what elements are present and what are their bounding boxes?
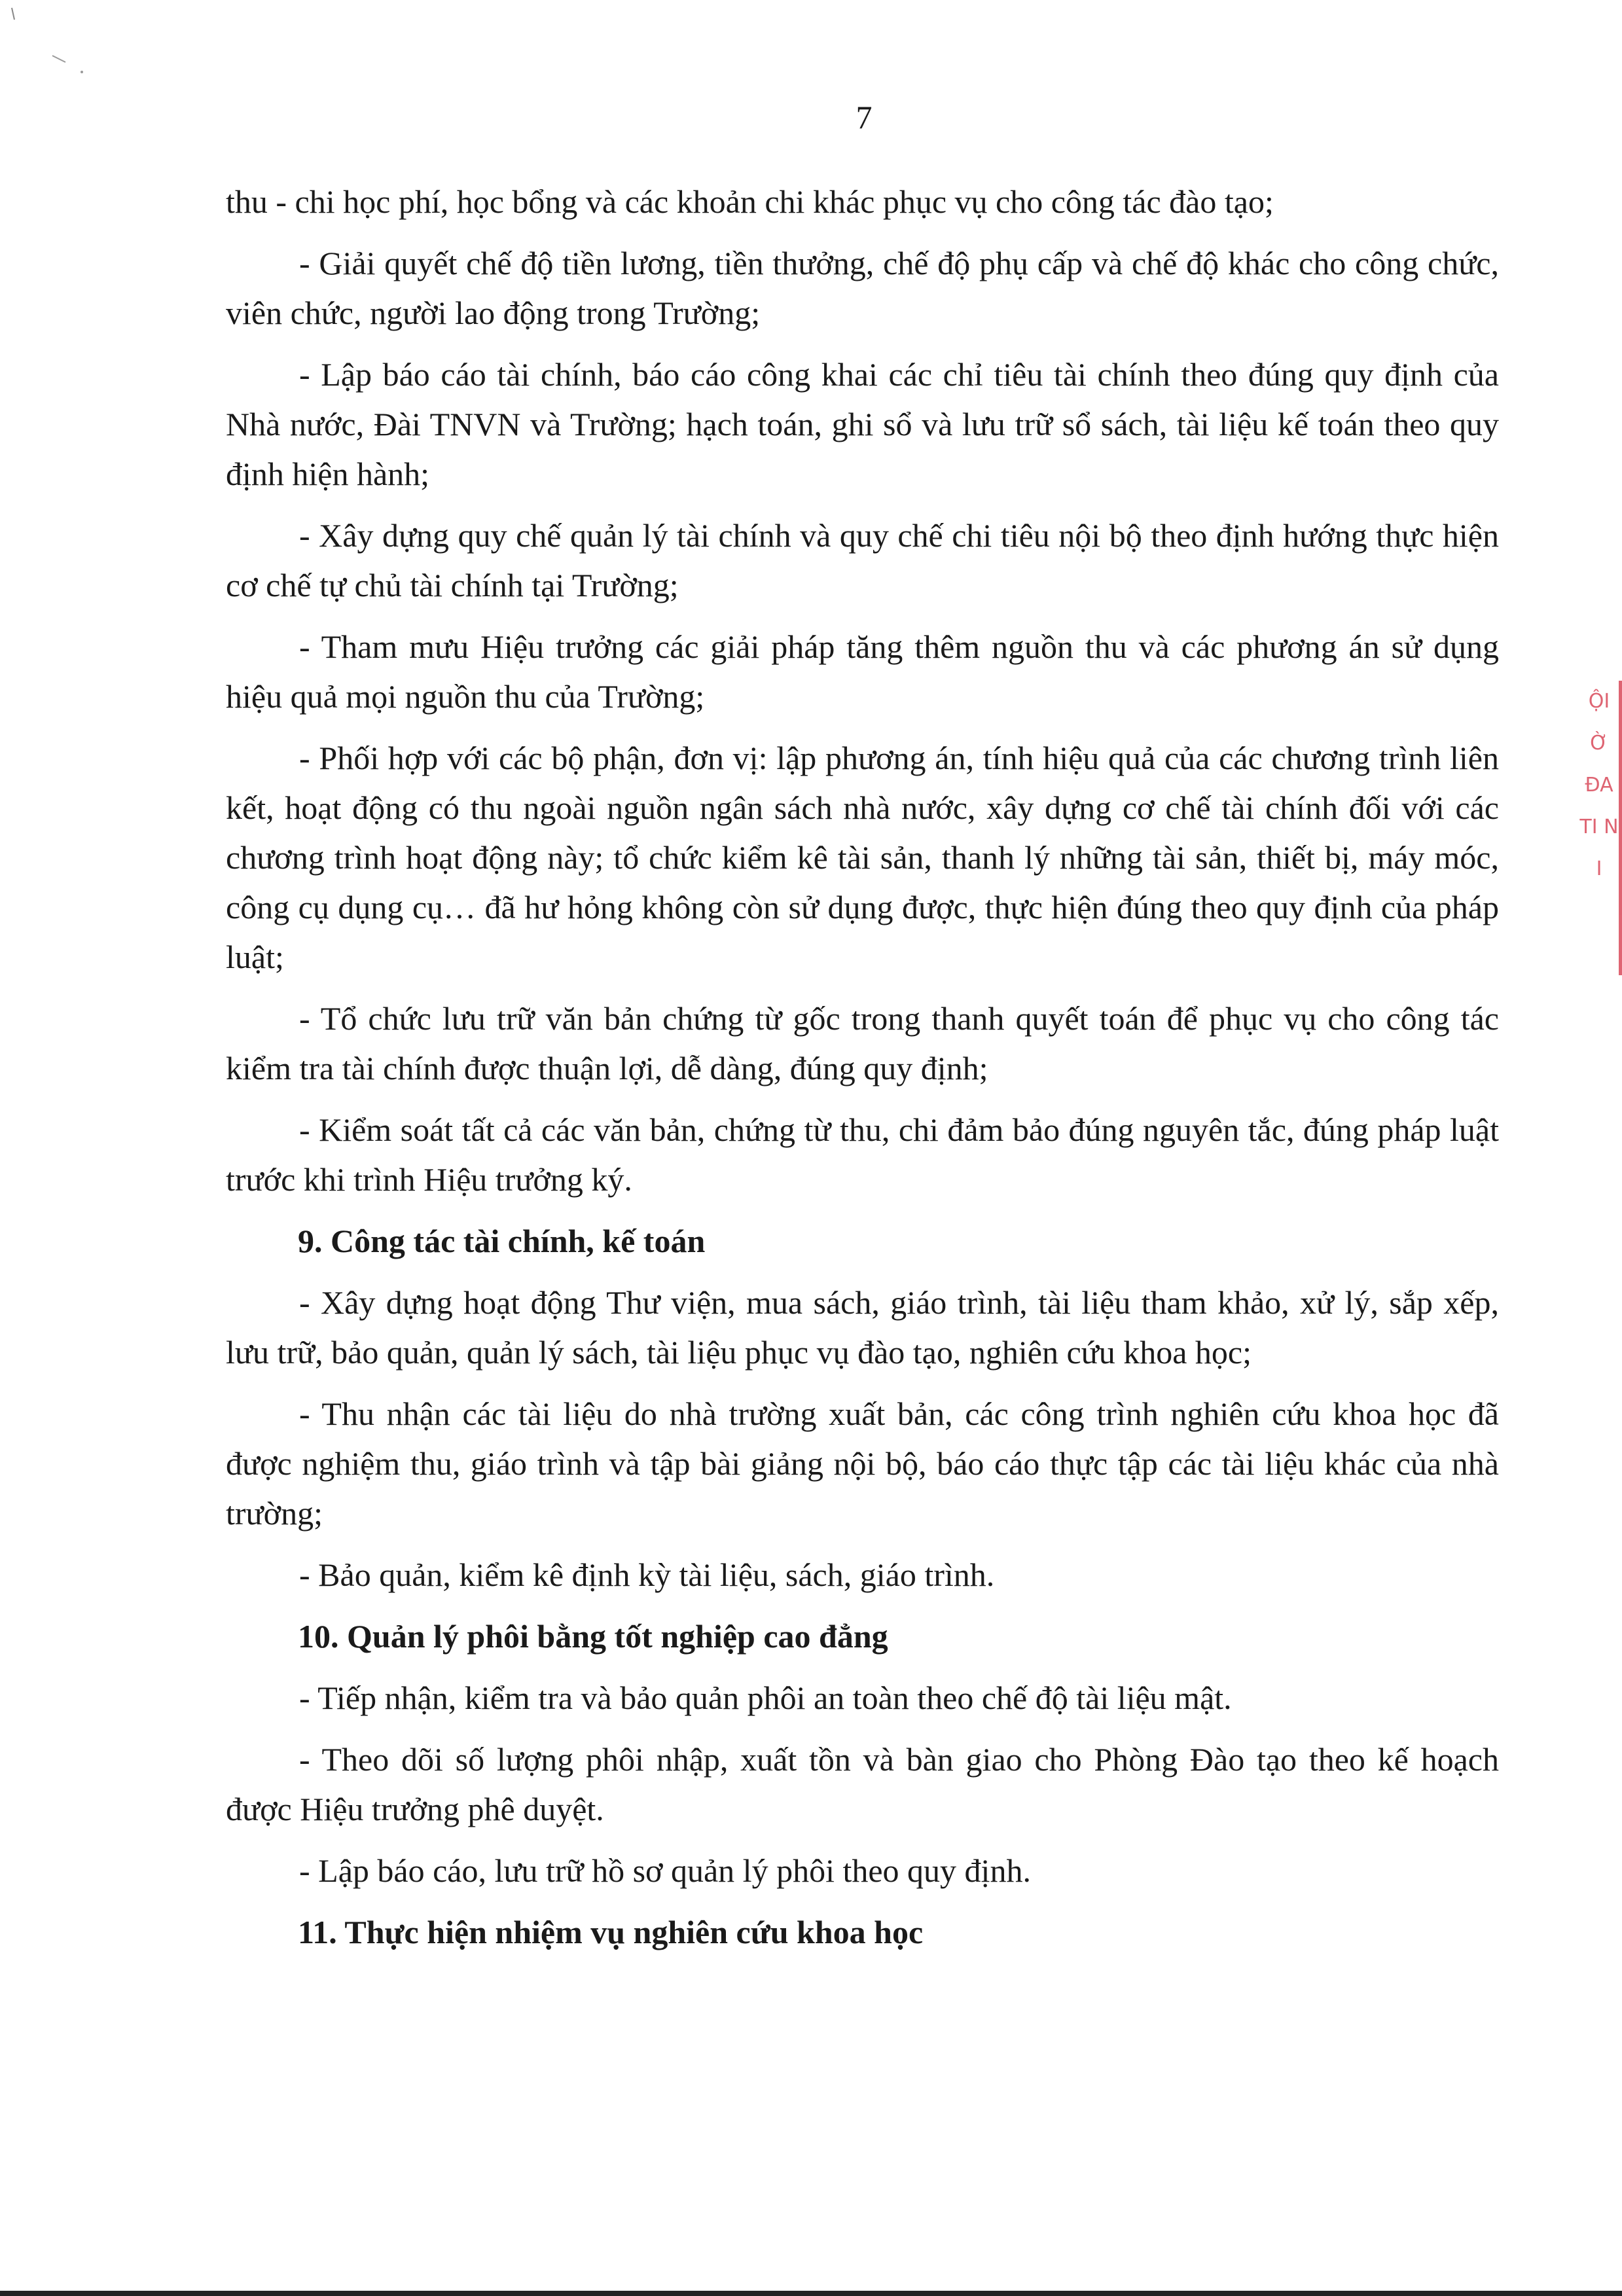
bullet-paragraph: - Theo dõi số lượng phôi nhập, xuất tồn và bàn giao cho Phòng Đào tạo theo kế hoạch được Hiệu trưởng phê duyệt. xyxy=(226,1741,1499,1827)
bullet-paragraph: - Tham mưu Hiệu trưởng các giải pháp tăng thêm nguồn thu và các phương án sử dụng hiệu quả mọi nguồn thu của Trường; xyxy=(226,628,1499,715)
bullet-paragraph: - Thu nhận các tài liệu do nhà trường xuất bản, các công trình nghiên cứu khoa học đã được nghiệm thu, giáo trình và tập bài giảng nội bộ, báo cáo thực tập các tài liệu khác của nhà trường; xyxy=(226,1395,1499,1532)
section-heading: 10. Quản lý phôi bằng tốt nghiệp cao đẳng xyxy=(298,1618,888,1655)
bullet-paragraph: - Xây dựng hoạt động Thư viện, mua sách, giáo trình, tài liệu tham khảo, xử lý, sắp xếp, lưu trữ, bảo quản, quản lý sách, tài liệu phục vụ đào tạo, nghiên cứu khoa học; xyxy=(226,1284,1499,1371)
document-body xyxy=(226,177,1499,1969)
bullet-paragraph: - Phối hợp với các bộ phận, đơn vị: lập phương án, tính hiệu quả của các chương trình liên kết, hoạt động có thu ngoài nguồn ngân sách nhà nước, xây dựng cơ chế tài chính đối với các chương trình hoạt động này; tổ chức kiểm kê tài sản, thanh lý những tài sản, thiết bị, máy móc, công cụ dụng cụ… đã hư hỏng không còn sử dụng được, thực hiện đúng theo quy định của pháp luật; xyxy=(226,740,1499,975)
page-number: 7 xyxy=(856,99,873,135)
bullet-paragraph: - Lập báo cáo, lưu trữ hồ sơ quản lý phôi theo quy định. xyxy=(299,1852,1031,1889)
bullet-paragraph: - Lập báo cáo tài chính, báo cáo công khai các chỉ tiêu tài chính theo đúng quy định của Nhà nước, Đài TNVN và Trường; hạch toán, ghi sổ và lưu trữ sổ sách, tài liệu kế toán theo quy định hiện hành; xyxy=(226,356,1499,492)
bullet-paragraph: - Tổ chức lưu trữ văn bản chứng từ gốc trong thanh quyết toán để phục vụ cho công tác kiểm tra tài chính được thuận lợi, dễ dàng, đúng quy định; xyxy=(226,1000,1499,1086)
page-bottom-edge xyxy=(0,2291,1622,2296)
section-heading: 11. Thực hiện nhiệm vụ nghiên cứu khoa học xyxy=(298,1914,924,1950)
bullet-paragraph: - Kiểm soát tất cả các văn bản, chứng từ thu, chi đảm bảo đúng nguyên tắc, đúng pháp luật trước khi trình Hiệu trưởng ký. xyxy=(226,1111,1499,1198)
red-stamp-fragment: ỘI Ờ ĐA TI N I xyxy=(1579,681,1622,975)
scan-artifact-marks xyxy=(0,0,92,98)
section-heading: 9. Công tác tài chính, kế toán xyxy=(298,1223,706,1259)
text-paragraph: thu - chi học phí, học bổng và các khoản chi khác phục vụ cho công tác đào tạo; xyxy=(226,183,1274,220)
bullet-paragraph: - Xây dựng quy chế quản lý tài chính và quy chế chi tiêu nội bộ theo định hướng thực hiện cơ chế tự chủ tài chính tại Trường; xyxy=(226,517,1499,603)
bullet-paragraph: - Tiếp nhận, kiểm tra và bảo quản phôi an toàn theo chế độ tài liệu mật. xyxy=(299,1679,1232,1716)
bullet-paragraph: - Bảo quản, kiểm kê định kỳ tài liệu, sách, giáo trình. xyxy=(299,1556,995,1593)
bullet-paragraph: - Giải quyết chế độ tiền lương, tiền thưởng, chế độ phụ cấp và chế độ khác cho công chức, viên chức, người lao động trong Trường; xyxy=(226,245,1499,331)
